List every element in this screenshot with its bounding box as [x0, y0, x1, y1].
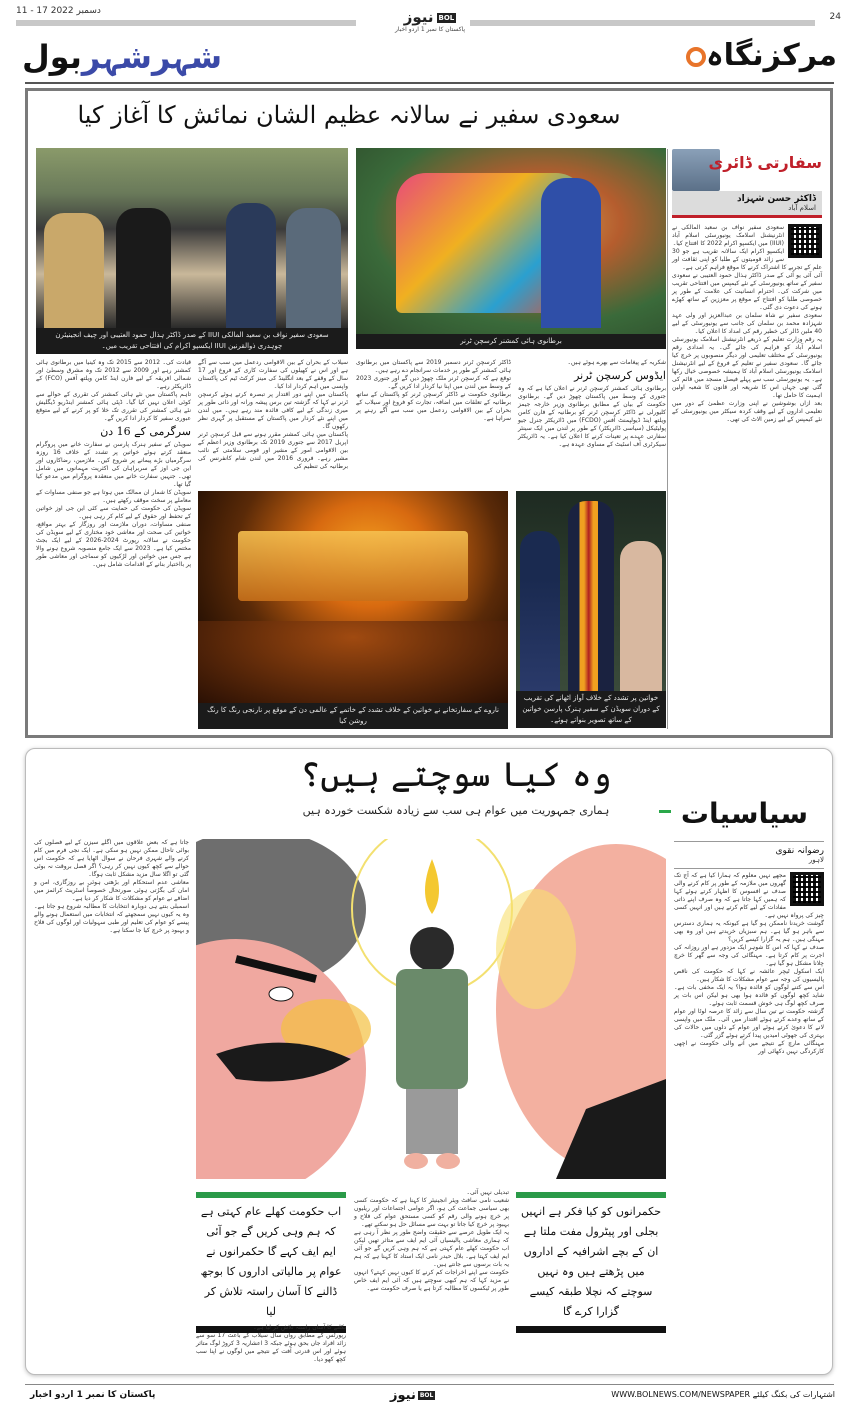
paragraph: مہنگائی مارچ کے نتیجے میں آنے والی حکومت نے اچھی کارکردگی نہیں دکھائی اور	[674, 1040, 824, 1055]
pull-quote-text: حکمرانوں کو کیا فکر ہے انہیں بجلی اور پیٹرول مفت ملتا ہے ان کے بچے اشرافیہ کے اداروں میں پڑھتے ہیں وہ نہیں سوچتے کہ نچلا طبقہ کیسے گزارا کرے گا	[520, 1205, 662, 1318]
paragraph: جاتا ہے کہ بعض علاقوں میں اگلے سیزن کے لیے فصلوں کی بوائی تاحال ممکن نہیں ہو سکی ہے۔ ایک نجی فرم میں کام کرنے والے شہری فرحان نے سوال اٹھایا ہے کہ حکومت اس حوالے سے کچھ کیوں نہیں کر رہی؟ اگر فصل بروقت نہ بوئی گئی تو اگلا سال مزید مشکل ثابت ہوگا۔	[34, 839, 189, 878]
child-trousers	[406, 1089, 458, 1154]
masthead-logo	[380, 8, 480, 33]
sweden-ambassador-photo	[516, 491, 666, 691]
column-logo-safarti-diary: سفارتی ڈائری	[708, 153, 822, 172]
paragraph: اس سے کتنے لوگوں کو فائدہ ہوا؟ یہ ایک مخفی بات ہے۔ شاید کچھ لوگوں کو فائدہ ہوا بھی ہو لیکن اس بات پر صرف کچھ لوگ ہی خوش قسمت ثابت ہوئے۔	[674, 984, 824, 1007]
paragraph: سویڈن کی حکومت کی حمایت سے کئی این جی اوز خواتین کے تحفظ اور حقوق کے لیے کام کر رہی ہیں۔	[36, 505, 191, 520]
photo-caption: خواتین پر تشدد کے خلاف آواز اٹھانے کی تقریب کے دوران سویڈن کے سفیر ہنرک پارسن خواتین کے ساتھ تصویر بنواتے ہوئے۔	[516, 691, 666, 728]
paragraph: معاشی عدم استحکام اور بڑھتی ہوئی بے روزگاری، امن و امان کی بگڑتی ہوئی صورتحال خصوصاً اسٹریٹ کرائمز میں اضافے نے عوام کو مشکلات کا شکار کر دیا ہے۔	[34, 879, 189, 902]
paragraph: سویڈن کے سفیر ہنرک پارسن نے سفارت خانے میں پروگرام منعقد کرتے ہوئے خواتین پر تشدد کے خلاف 16 روزہ سرگرمیاں بڑے پیمانے پر شروع کیں۔ ملازمین، رضاکاروں اور این جی اوز کے سربراہان کی اکثریت مہمانوں میں شامل تھی۔ جنہیں سفارت خانے میں منعقدہ پروگرام میں مدعو کیا گیا تھا۔	[36, 441, 191, 488]
qr-code-icon[interactable]	[790, 872, 824, 906]
photo-caption: برطانوی ہائی کمشنر کرسچن ٹرنر	[356, 334, 666, 349]
person-figure	[286, 208, 341, 328]
paragraph: برطانوی حکومت نے ڈاکٹر کرسچن ٹرنر کو پاکستان کے ساتھ برطانیہ کے تعلقات میں اضافہ، تجارت کو فروغ اور سیلاب کے بحران کے بین الاقوامی ردعمل میں سب سے آگے رہنے پر سراہا ہے۔	[356, 391, 511, 422]
paragraph: پاکستان میں اپنے دور اقتدار پر تبصرہ کرتے ہوئے کرسچن ٹرنر نے کہا کہ گزشتہ تین برس پیشہ ورانہ اور ذاتی طور پر میری زندگی کے لیے کافی فائدہ مند رہے ہیں۔ میں لندن میں اپنے نئے کردار میں پاکستان کے مستقبل پر گہری نظر رکھوں گا۔	[198, 391, 348, 430]
paragraph: سیلاب کے بحران کے بین الاقوامی ردعمل میں سب سے آگے ہے اور اس نے کھیلوں کی سفارت کاری کے فروغ اور 17 سال کے وقفے کے بعد انگلینڈ کی مینز کرکٹ ٹیم کی پاکستان واپسی میں اہم کردار ادا کیا۔	[198, 359, 348, 390]
masthead-name: نیوز	[403, 8, 434, 26]
paragraph: ایکسپو اکرام ایک سالانہ تقریب ہے جو 30 سے زائد قومیتوں کے طلبا کو اپنی ثقافت اور علم کے تجربے کا اشتراک کرنے کا موقع فراہم کرتی ہے۔	[672, 248, 822, 271]
paragraph: بعد ازاں بوشوشین نے اپنی وزارت عظمیٰ کے دور میں تعلیمی اداروں کے لیے وقف کردہ سیکٹر میں یونیورسٹی کے نئے کیمپس کے لیے زمین الاٹ کی تھی۔	[672, 400, 822, 423]
article-column-middle-right	[518, 359, 666, 449]
subhead-16-days-of-activism: سرگرمی کے 16 دن	[100, 425, 191, 438]
paragraph: پاکستان میں ہائی کمشنر مقرر ہونے سے قبل کرسچن ٹرنر اپریل 2017 سے جنوری 2019 تک برطانوی وزیر اعظم کے بین الاقوامی امور کے مشیر اور قومی سلامتی کے نائب مشیر رہے۔ فروری 2016 میں لندن شام کانفرنس کی برطانیہ کی تنظیم کی	[198, 431, 348, 470]
section1-headline: سعودی سفیر نے سالانہ عظیم الشان نمائش کا آغاز کیا	[77, 101, 621, 129]
pull-quote-left	[196, 1192, 346, 1333]
cartoon-illustration	[196, 839, 666, 1179]
paragraph: گزشتہ حکومت نے تین سال سے زائد کا عرصہ لوٹا اور عوام کے ساتھ وعدے کرتے ہوئے اقتدار میں آئی۔ ملک میں واپسی لانے کا دعویٰ کرتے ہوئے اور عوام کے دلوں میں حالات کی بہتری کی جھوٹی امیدیں پیدا کرتے ہوئے گزر گئی۔	[674, 1008, 824, 1039]
section2-subheadline: ہماری جمہوریت میں عوام ہی سب سے زیادہ شکست خوردہ ہیں	[302, 804, 610, 817]
eye-shape	[269, 987, 293, 1001]
section2-headline: وہ کیا سوچتے ہیں؟	[300, 755, 612, 795]
bol-badge: BOL	[419, 1392, 434, 1399]
paragraph: تاہم پاکستان میں نئے ہائی کمشنر کی تقرری کے حوالے سے کوئی اعلان نہیں کیا گیا۔ ڈپٹی ہائی کمشنر اینڈریو ڈیگلیش نئے ہائی کمشنر کی تقرری تک خلا کو پر کرنے کے لیے متوقع عبوری سفیر کا کردار ادا کریں گے۔	[36, 391, 191, 422]
candle-flame-icon	[425, 859, 439, 914]
footer-logo-text: نیوز	[390, 1388, 416, 1403]
column-divider	[667, 149, 668, 729]
footer-url[interactable]: WWW.BOLNEWS.COM/NEWSPAPER	[611, 1390, 751, 1399]
pull-quote-right	[516, 1192, 666, 1333]
face-highlight	[496, 889, 576, 1009]
pull-quote-text: اب حکومت کھلے عام کہتی ہے کہ ہم وہی کریں گے جو آئی ایم ایف کہے گا حکمرانوں نے عوام پر مالیاتی اداروں کا بوجھ ڈالنے کا آسان راستہ تلاش کر لیا	[200, 1205, 342, 1318]
paragraph: یہ ایک طویل عرصے سے حقیقت واضح طور پر نظر آ رہی ہے کہ ہماری معاشی پالیسیاں آئی ایم ایف سے متاثر تھیں لیکن اب حکومت کھلے عام کہتی ہے کہ ہم وہی کریں گے جو آئی ایم ایف کہتا ہے۔ بلال حیدر نامی ایک استاد کا کہنا ہے کہ ہم یہ بات برسوں سے جانتے ہیں۔	[354, 1229, 509, 1268]
paragraph: برطانوی ہائی کمشنر کرسچن ٹرنر نے اعلان کیا ہے کہ وہ جنوری کے وسط میں پاکستان چھوڑ دیں گے۔ برطانوی حکومت کے بیان کے مطابق برطانوی وزیر خارجہ جیمز کلیورلی نے ڈاکٹر کرسچن ٹرنر کو برطانیہ کے فارن کامن ویلتھ اینڈ ڈیولپمنٹ آفس (FCDO) میں ڈائریکٹر جنرل جیو پولیٹیکل (سیاسی ڈائریکٹر) کے طور پر لندن میں ایک سینئر سفارتی عہدے پر تعینات کرنے کا اعلان کیا ہے۔ یہ ڈائریکٹر سیکرٹری آف اسٹیٹ کے مساوی عہدہ ہے۔	[518, 385, 667, 448]
editorial-cartoon	[196, 839, 666, 1179]
subhead-edwis-christian-turner: ایڈوس کرسچن ٹرنر	[574, 369, 666, 382]
paragraph: گوشت خریدنا ناممکن ہو گیا ہے کیونکہ یہ ہماری دسترس سے باہر ہو گیا ہے۔ ہم سبزیاں خریدتے ہیں اور وہ بھی مہنگی ہیں۔ ہم یہ گزارا کیسے کریں؟	[674, 920, 824, 943]
header-divider	[25, 82, 834, 84]
quote-bar-black	[516, 1326, 666, 1333]
person-figure	[568, 501, 614, 691]
bol-badge: BOL	[438, 13, 455, 22]
person-figure	[520, 531, 560, 691]
green-dash	[659, 810, 671, 813]
author-city: اسلام آباد	[788, 204, 816, 212]
article-column-left-a	[198, 359, 348, 471]
paragraph: صدف نے کہا کہ اس کا شوہر ایک مزدور ہے اور روزانہ کی اجرت پر کام کرتا ہے۔ مہنگائی کی وجہ سے گھر کا خرچ چلانا مشکل ہو گیا ہے۔	[674, 944, 824, 967]
child-shirt	[396, 969, 468, 1089]
author-city: لاہور	[808, 856, 824, 864]
norway-embassy-photo	[198, 491, 508, 703]
foot-shape	[436, 1153, 460, 1169]
paragraph: سعودی سفیر نواف بن سعید المالکی نے انٹرنیشنل اسلامک یونیورسٹی اسلام آباد (IIUI) میں ایکسپو اکرام 2022 کا افتتاح کیا۔	[672, 224, 784, 247]
column-author-block	[672, 149, 822, 424]
christian-turner-photo	[356, 148, 666, 334]
paragraph: صنفی مساوات، دوران ملازمت اور روزگار کے بہتر مواقع، خواتین کی صحت اور معاشی خود مختاری کے لیے سویڈن کی حکومت نے سالانہ رپورٹ 2024-2026 کے لیے ایک بجٹ مختص کیا ہے۔ 2023 سے ایک جامع منصوبہ شروع ہونے والا ہے جس میں خواتین اور لڑکیوں کو سماجی اور معاشی طور پر بااختیار بنانے کے اقدامات شامل ہیں۔	[36, 521, 191, 568]
target-ring-icon	[686, 47, 706, 67]
footer-advert-label: اشتہارات کی بکنگ کیلئے	[752, 1390, 835, 1399]
paragraph: شعیب نامی سافٹ ویئر انجینیئر کا کہنا ہے کہ حکومت کسی بھی سیاسی جماعت کی ہو، اگر عوامی اجتماعات اور ریلیوں پر خرچ ہونے والی رقم کو کسی مستحق عوام کی فلاح و بہبود پر خرچ کیا جاتا تو بہت سے مسائل حل ہو سکتے تھے۔	[354, 1197, 509, 1228]
person-figure	[116, 208, 171, 328]
paragraph: ایک اسکول ٹیچر عائشہ نے کہا کہ حکومت کی ناقص پالیسیوں کی وجہ سے عوام مشکلات کا شکار ہیں۔	[674, 968, 824, 983]
foot-shape	[404, 1153, 428, 1169]
article-column-right	[674, 868, 824, 1056]
footer-logo	[390, 1388, 435, 1403]
person-figure	[226, 203, 276, 328]
paragraph: تبدیلی نہیں آئی۔	[466, 1189, 509, 1196]
person-figure	[620, 541, 662, 691]
paragraph: نکلنے کا آسان راستہ تلاش کر لیا ہے۔	[253, 1324, 346, 1331]
paragraph: آئی آئی یو آئی کے صدر ڈاکٹر ہذال حمود العتیبی نے سعودی سفیر کے ساتھ یونیورسٹی کے نئے کیمپس میں افتتاحی تقریب میں شرکت کی۔ احترام انسانیت کی علامت کے طور پر خصوصی طلبا کو افتتاح کے موقع پر معززین کے ساتھ کھڑے ہونے کی دعوت دی گئی۔	[672, 272, 822, 311]
brand-blue-part: شہرشہر	[81, 38, 223, 76]
article-column-left	[34, 839, 189, 935]
masthead-tagline: پاکستان کا نمبر 1 اردو اخبار	[394, 26, 466, 33]
article-column-middle-left	[356, 359, 511, 423]
page-number: 24	[829, 12, 841, 22]
paragraph: یہ رقم وزارت تعلیم کے ذریعے انٹرنیشنل اسلامک یونیورسٹی اسلام آباد کو فراہم کی جائے گی۔ یہ امدادی رقم یونیورسٹی کے مختلف تعلیمی اور دیگر منصوبوں پر خرچ کیا جائے گا۔ سعودی سفیر نے تعلیم کے فروغ کے لیے انٹرنیشنل اسلامک یونیورسٹی اسلام آباد کا ہمیشہ خصوصی خیال رکھا ہے۔ یہ یونیورسٹی سب سے پہلے فیصل مسجد میں قائم کی گئی تھی جہاں اس کا شریعہ اور قانون کا شعبہ اولین اہمیت کا حامل تھا۔	[672, 336, 822, 399]
paragraph: رپورٹس کے مطابق رواں سال سیلاب کے باعث 17 سو سے زائد افراد جاں بحق ہوئے جبکہ 3 اعشاریہ 3 کروڑ لوگ متاثر ہوئے اور اس قدرتی آفت کے نتیجے میں لوگوں نے اپنا سب کچھ کھو دیا۔	[196, 1332, 346, 1363]
article-column-right	[672, 224, 822, 424]
child-head	[410, 927, 454, 971]
article-column-left-b	[36, 359, 191, 569]
column-logo-text: سیاسیات	[680, 797, 808, 830]
saudi-ambassador-photo	[36, 148, 348, 328]
photo-caption: سعودی سفیر نواف بن سعید المالکی IIUI کے صدر ڈاکٹر ہذال حمود العتیبی اور چیف انجینیئرن چوہدری ذوالقرنین IIUI ایکسپو اکرام کی افتتاحی تقریب میں۔	[36, 328, 348, 354]
paragraph: اسمبلی بنتے ہی دوبارہ انتخابات کا مطالبہ شروع ہو جاتا ہے۔ وہ یہ کیوں نہیں سمجھتے کہ انتخابات میں استعمال ہونے والے پیسے کو عوام کی تعلیم اور طبی سہولیات اور لوگوں کی فلاح و بہبود پر خرچ کیا جا سکتا ہے۔	[34, 903, 189, 934]
building-lit-orange	[238, 531, 468, 601]
author-box	[672, 191, 822, 218]
paragraph: قیادت کی۔ 2012 سے 2015 تک وہ کینیا میں برطانوی ہائی کمشنر رہے اور 2009 سے 2012 تک وہ مشرق وسطیٰ اور شمالی افریقہ کے لیے فارن اینڈ کامن ویلتھ آفس (FCO) کے ڈائریکٹر رہے۔	[36, 359, 192, 390]
section-brand-shehr-shehr-bol	[22, 38, 222, 76]
brand-black-part: بول	[22, 38, 82, 76]
column-logo-row	[672, 149, 822, 191]
paragraph: حکومت سے اپنے اخراجات کم کرنے کا کیوں نہیں کہتے؟ انہوں نے مزید کہا کہ ہم کبھی سوچتے ہیں کہ آئی ایم ایف خاص طور پر ٹیکسوں کا مطالبہ کرتا ہے یا صرف حکومت سے۔	[354, 1269, 509, 1292]
paragraph: توقع ہے کہ کرسچن ٹرنر ملک چھوڑ دیں گے اور جنوری 2023 کے وسط میں لندن میں اپنا نیا کردار ادا کریں گے۔	[356, 375, 511, 390]
article-column-center	[354, 1189, 509, 1293]
paragraph: ڈاکٹر کرسچن ٹرنر دسمبر 2019 سے پاکستان میں برطانوی ہائی کمشنر کے طور پر خدمات سرانجام دے رہے ہیں۔	[356, 359, 511, 374]
author-name: رضوانہ نقوی	[775, 846, 824, 856]
footer-tagline: پاکستان کا نمبر 1 اردو اخبار	[30, 1390, 156, 1400]
column-logo-siyasiyat	[659, 797, 808, 830]
masthead-rule-left	[16, 20, 356, 26]
article-column-center-bottom	[196, 1324, 346, 1364]
siyasiyat-section	[25, 748, 833, 1375]
footer-advert-link[interactable]	[611, 1390, 835, 1399]
person-figure	[541, 178, 601, 328]
masthead-rule-right	[470, 20, 815, 26]
person-figure	[44, 213, 104, 328]
author-name: ڈاکٹر حسن شہزاد	[736, 194, 816, 204]
paragraph: مجھے نہیں معلوم کہ ہمارا کیا ہے کہ آج تک گھروں میں ملازمہ کے طور پر کام کرنے والی صدف نے افسوس کا اظہار کرتے ہوئے کہا کہ ہمیں کہا جاتا ہے کہ وہ صرف اپنے ذاتی مفادات کے لیے کام کرتے ہیں اور انہیں کسی چیز کی پرواہ نہیں ہے۔	[674, 872, 824, 919]
brand-markaz-text: مرکزنگاہ	[706, 38, 837, 73]
qr-code-icon[interactable]	[788, 224, 822, 258]
diplomatic-diary-section	[25, 88, 833, 738]
paragraph: سویڈن کا شمار ان ممالک میں ہوتا ہے جو صنفی مساوات کے معاملے پر سخت موقف رکھتے ہیں۔	[36, 489, 191, 504]
paragraph: شکریہ کے پیغامات سے بھرے ہوئے ہیں۔	[567, 359, 666, 366]
column-author-block	[674, 841, 824, 1056]
lawn	[198, 621, 508, 703]
issue-date: 11 - 17 دسمبر 2022	[16, 6, 101, 16]
paragraph: سعودی سفیر نے شاہ سلمان بن عبدالعزیز اور ولی عہد شہزادہ محمد بن سلمان کی جانب سے یونیورسٹی کے لیے 40 ملین ڈالر کی خطیر رقم کی امداد کا اعلان کیا۔	[672, 312, 822, 335]
author-box	[674, 841, 824, 864]
section-brand-markaz-nigah	[684, 38, 837, 73]
footer-divider	[25, 1384, 834, 1385]
photo-caption: ناروے کے سفارتخانے نے خواتین کے خلاف تشدد کے خاتمے کے عالمی دن کے موقع پر نارنجی رنگ کا رنگ روشن کیا	[198, 703, 508, 729]
